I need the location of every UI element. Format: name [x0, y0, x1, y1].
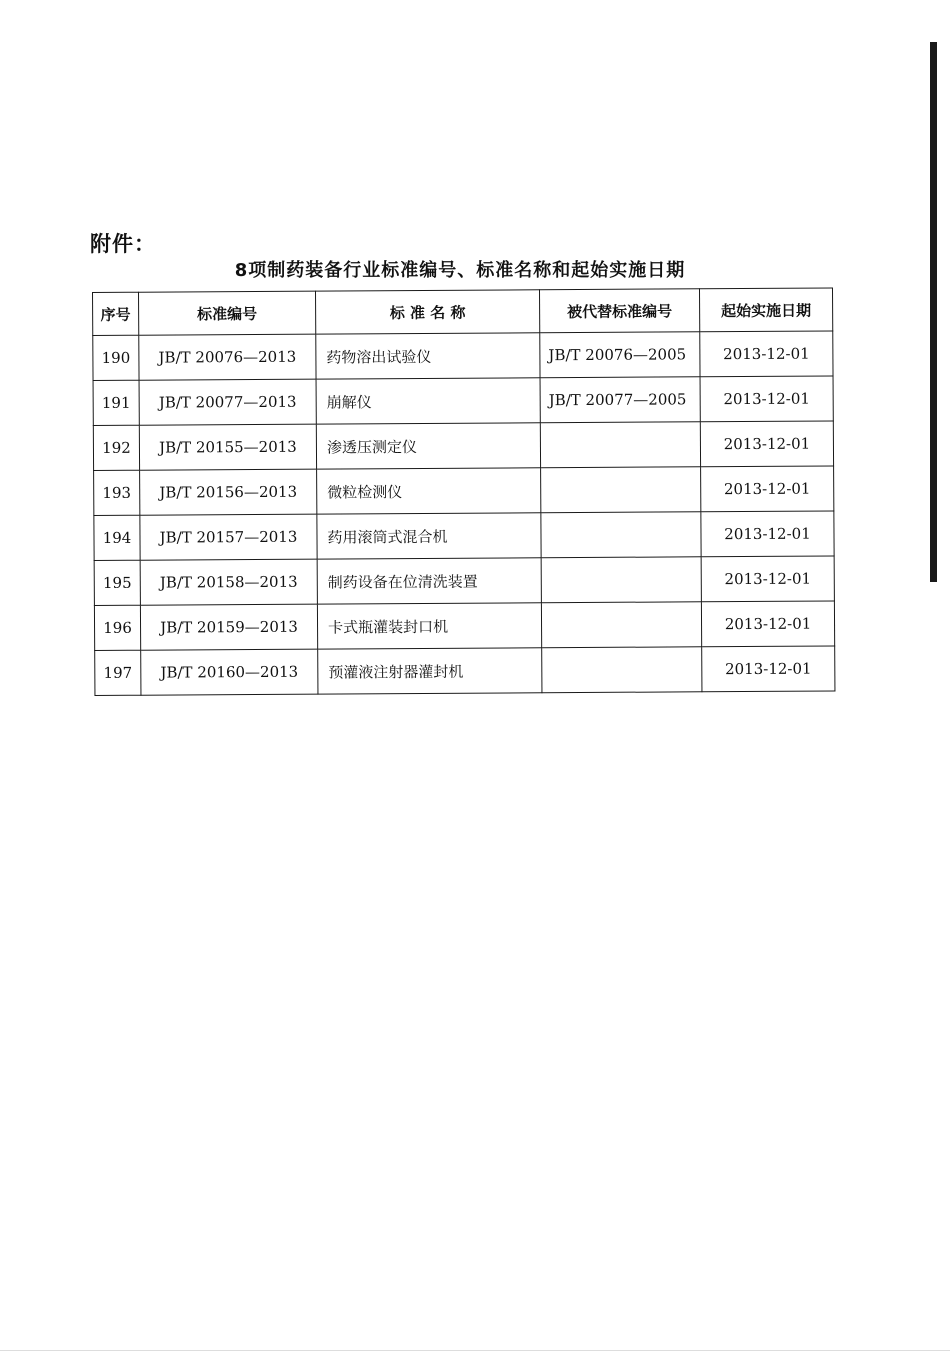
row-date: 2013-12-01 — [701, 466, 834, 512]
row-replaced — [542, 647, 702, 693]
header-code: 标准编号 — [139, 291, 316, 335]
row-code: JB/T 20076—2013 — [139, 334, 316, 380]
row-name: 崩解仪 — [316, 378, 540, 424]
row-code: JB/T 20159—2013 — [140, 604, 317, 650]
header-seq: 序号 — [93, 292, 139, 335]
table-row — [95, 646, 835, 696]
row-code: JB/T 20156—2013 — [140, 469, 317, 515]
table-row — [93, 421, 833, 471]
row-replaced — [541, 512, 701, 558]
scan-edge-bar — [930, 42, 937, 582]
row-replaced — [540, 422, 700, 468]
standards-table — [92, 287, 835, 696]
header-replaced: 被代替标准编号 — [539, 289, 699, 333]
row-seq: 192 — [93, 425, 139, 470]
row-seq: 191 — [93, 380, 139, 425]
row-seq: 194 — [94, 515, 140, 560]
header-date: 起始实施日期 — [699, 288, 832, 332]
row-name: 药用滚筒式混合机 — [317, 513, 541, 559]
table-row — [93, 331, 833, 381]
row-replaced: JB/T 20076—2005 — [540, 332, 700, 378]
row-name: 预灌液注射器灌封机 — [318, 648, 542, 694]
row-seq: 196 — [94, 605, 140, 650]
table-row — [93, 376, 833, 426]
row-replaced — [541, 602, 701, 648]
table-row — [94, 511, 834, 561]
page-bottom-edge — [0, 1350, 950, 1351]
table-row — [94, 601, 834, 651]
row-code: JB/T 20158—2013 — [140, 559, 317, 605]
attachment-label: 附件： — [90, 232, 156, 256]
row-replaced — [541, 557, 701, 603]
row-name: 渗透压测定仪 — [316, 423, 540, 469]
row-code: JB/T 20077—2013 — [139, 379, 316, 425]
standards-table-container — [92, 287, 834, 696]
row-date: 2013-12-01 — [700, 331, 833, 377]
header-name: 标 准 名 称 — [315, 290, 539, 334]
row-seq: 190 — [93, 335, 139, 380]
table-row — [94, 556, 834, 606]
row-code: JB/T 20157—2013 — [140, 514, 317, 560]
table-header-row — [93, 288, 833, 336]
table-row — [94, 466, 834, 516]
row-name: 药物溶出试验仪 — [316, 333, 540, 379]
document-title: 8项制药装备行业标准编号、标准名称和起始实施日期 — [234, 260, 686, 281]
row-date: 2013-12-01 — [700, 376, 833, 422]
row-code: JB/T 20155—2013 — [139, 424, 316, 470]
row-seq: 195 — [94, 560, 140, 605]
row-name: 微粒检测仪 — [317, 468, 541, 514]
row-name: 卡式瓶灌装封口机 — [317, 603, 541, 649]
row-date: 2013-12-01 — [702, 646, 835, 692]
row-seq: 193 — [94, 470, 140, 515]
row-replaced — [541, 467, 701, 513]
row-date: 2013-12-01 — [701, 511, 834, 557]
row-seq: 197 — [95, 650, 141, 695]
row-date: 2013-12-01 — [701, 556, 834, 602]
row-replaced: JB/T 20077—2005 — [540, 377, 700, 423]
row-code: JB/T 20160—2013 — [141, 649, 318, 695]
row-date: 2013-12-01 — [700, 421, 833, 467]
row-date: 2013-12-01 — [701, 601, 834, 647]
row-name: 制药设备在位清洗装置 — [317, 558, 541, 604]
